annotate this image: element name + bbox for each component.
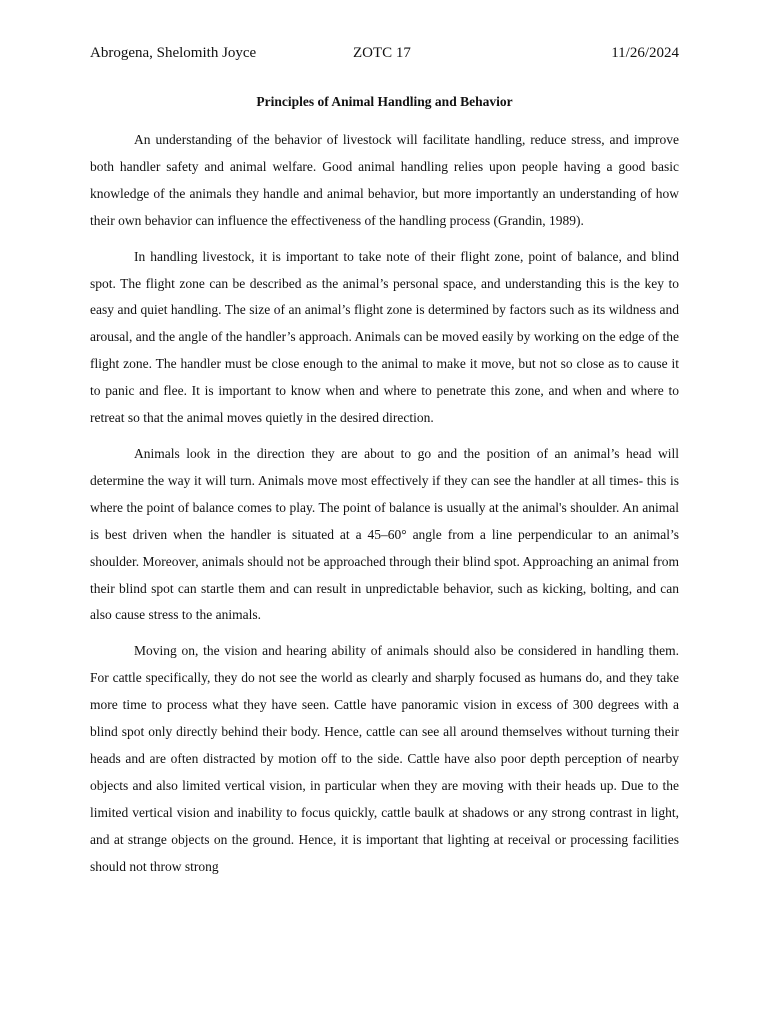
document-title: Principles of Animal Handling and Behavior xyxy=(256,94,513,109)
document-body xyxy=(90,127,679,889)
paragraph: An understanding of the behavior of livestock will facilitate handling, reduce stress, and improve both handler safety and animal welfare. Good animal handling relies upon people having a good basic knowledge of the animals they handle and animal behavior, but more importantly an understanding of how their own behavior can influence the effectiveness of the handling process (Grandin, 1989). xyxy=(90,132,679,228)
paragraph: In handling livestock, it is important to take note of their flight zone, point of balance, and blind spot. The flight zone can be described as the animal’s personal space, and understanding this is the key to easy and quiet handling. The size of an animal’s flight zone is determined by factors such as its wildness and arousal, and the angle of the handler’s approach. Animals can be moved easily by working on the edge of the flight zone. The handler must be close enough to the animal to make it move, but not so close as to cause it to panic and flee. It is important to know when and where to penetrate this zone, and when and where to retreat so that the animal moves quietly in the desired direction. xyxy=(90,248,679,426)
document-header xyxy=(90,45,679,67)
paragraph: Moving on, the vision and hearing ability of animals should also be considered in handling them. For cattle specifically, they do not see the world as clearly and sharply focused as humans do, and they take more time to process what they have seen. Cattle have panoramic vision in excess of 300 degrees with a blind spot only directly behind their body. Hence, cattle can see all around themselves without turning their heads and are often distracted by motion off to the side. Cattle have also poor depth perception of nearby objects and also limited vertical vision, in particular when they are moving with their heads up. Due to the limited vertical vision and inability to focus quickly, cattle baulk at shadows or any strong contrast in light, and at strange objects on the ground. Hence, it is important that lighting at receival or processing facilities should not throw strong xyxy=(90,643,679,874)
document-date: 11/26/2024 xyxy=(611,45,679,61)
author-name: Abrogena, Shelomith Joyce xyxy=(90,45,257,61)
paragraph: Animals look in the direction they are about to go and the position of an animal’s head will determine the way it will turn. Animals move most effectively if they can see the handler at all times- this is where the point of balance comes to play. The point of balance is usually at the animal's shoulder. An animal is best driven when the handler is situated at a 45–60° angle from a line perpendicular to an animal’s shoulder. Moreover, animals should not be approached through their blind spot. Approaching an animal from their blind spot can startle them and can result in unpredictable behavior, such as kicking, bolting, and can also cause stress to the animals. xyxy=(90,445,679,623)
course-code: ZOTC 17 xyxy=(353,45,411,61)
